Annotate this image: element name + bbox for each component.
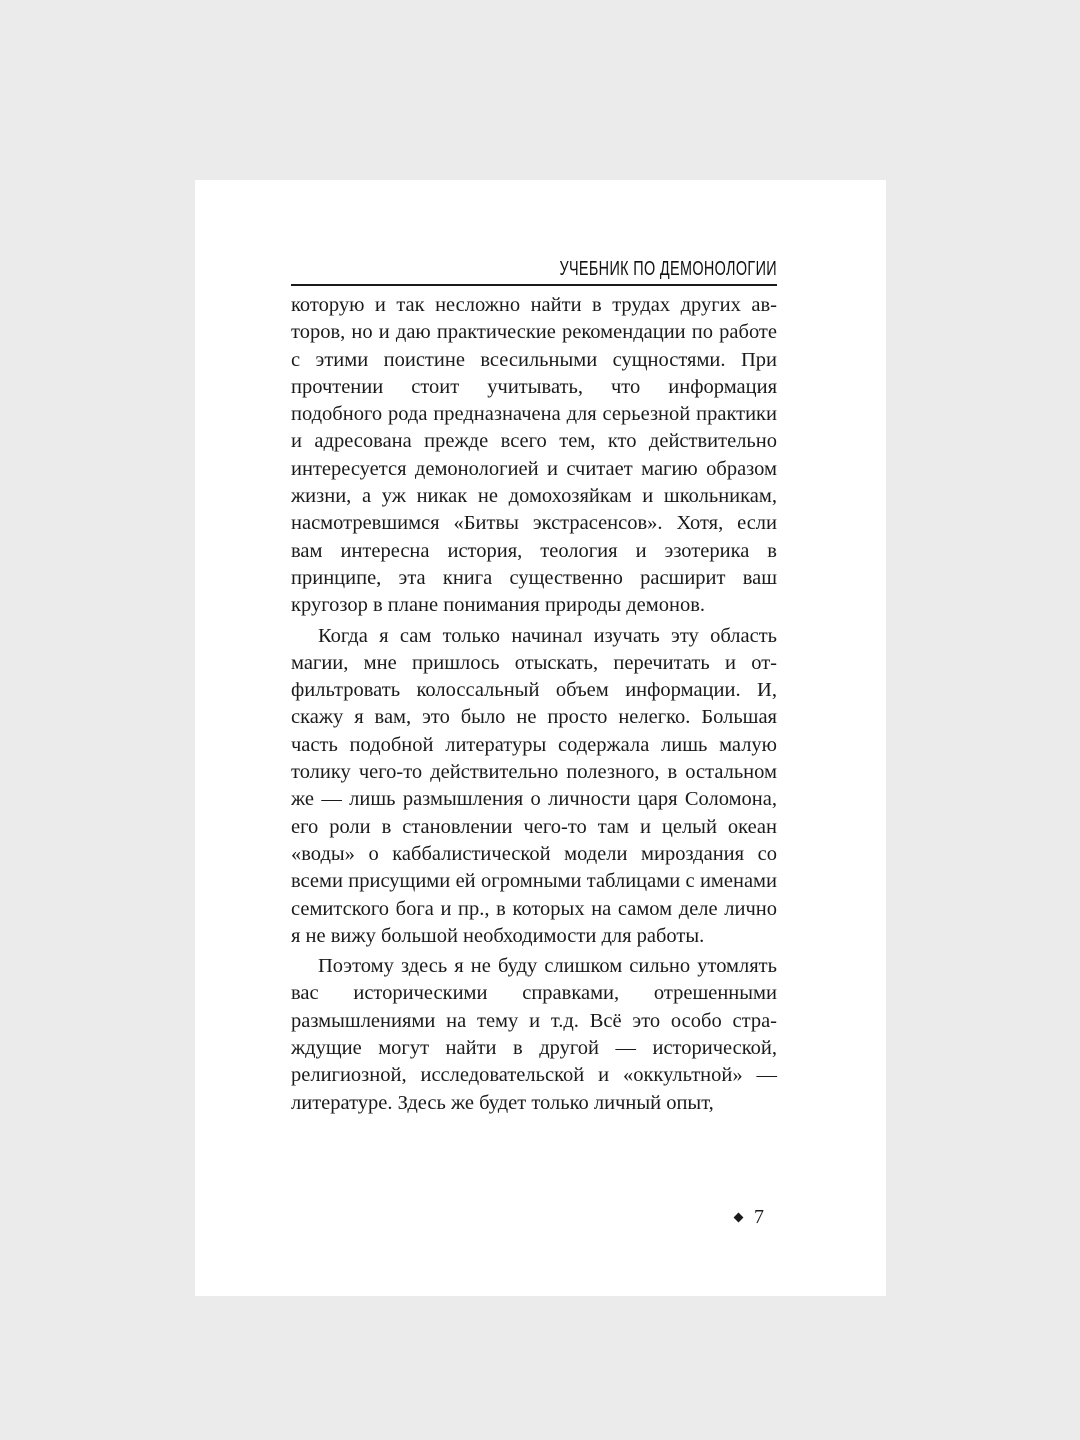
page-number: 7 — [754, 1206, 764, 1228]
body-text — [291, 292, 777, 1120]
diamond-ornament-icon — [734, 1213, 744, 1223]
header-rule — [291, 284, 777, 286]
running-head-title: УЧЕБНИК ПО ДЕМОНОЛОГИИ — [559, 258, 777, 280]
paragraph-2: Когда я сам только начинал изучать эту область магии, мне пришлось отыскать, перечитать и отфильтровать колоссальный объем информации. И, скажу я вам, это было не просто нелегко. Большая часть подобной литературы содержала лишь малую толику чего-то действительно полезного, в остальном же — лишь размышления о личности царя Соломона, его роли в становлении чего-то там и целый океан «воды» о каббалистической модели мироздания со всеми присущими ей огромными таблицами с именами семитского бога и пр., в которых на самом деле лично я не вижу большой необходимости для работы. — [291, 624, 777, 947]
page-footer — [735, 1206, 764, 1229]
book-page — [195, 180, 886, 1296]
paragraph-1: которую и так несложно найти в трудах других авторов, но и даю практические рекомендации по работе с этими поистине всесильными сущностями. При прочтении стоит учитывать, что информация подобного рода предназначена для серьезной практики и адресована прежде всего тем, кто действительно интересуется демонологией и считает магию образом жизни, а уж никак не домохозяйкам и школьникам, насмотревшимся «Битвы экстрасенсов». Хотя, если вам интересна история, теология и эзотерика в принципе, эта книга существенно расширит ваш кругозор в плане понимания природы демонов. — [291, 294, 777, 617]
paragraph-3: Поэтому здесь я не буду слишком сильно утомлять вас историческими справками, отрешенными размышлениями на тему и т.д. Всё это особо страждущие могут найти в другой — исторической, религиозной, исследовательской и «оккультной» — литературе. Здесь же будет только личный опыт, — [291, 955, 777, 1114]
